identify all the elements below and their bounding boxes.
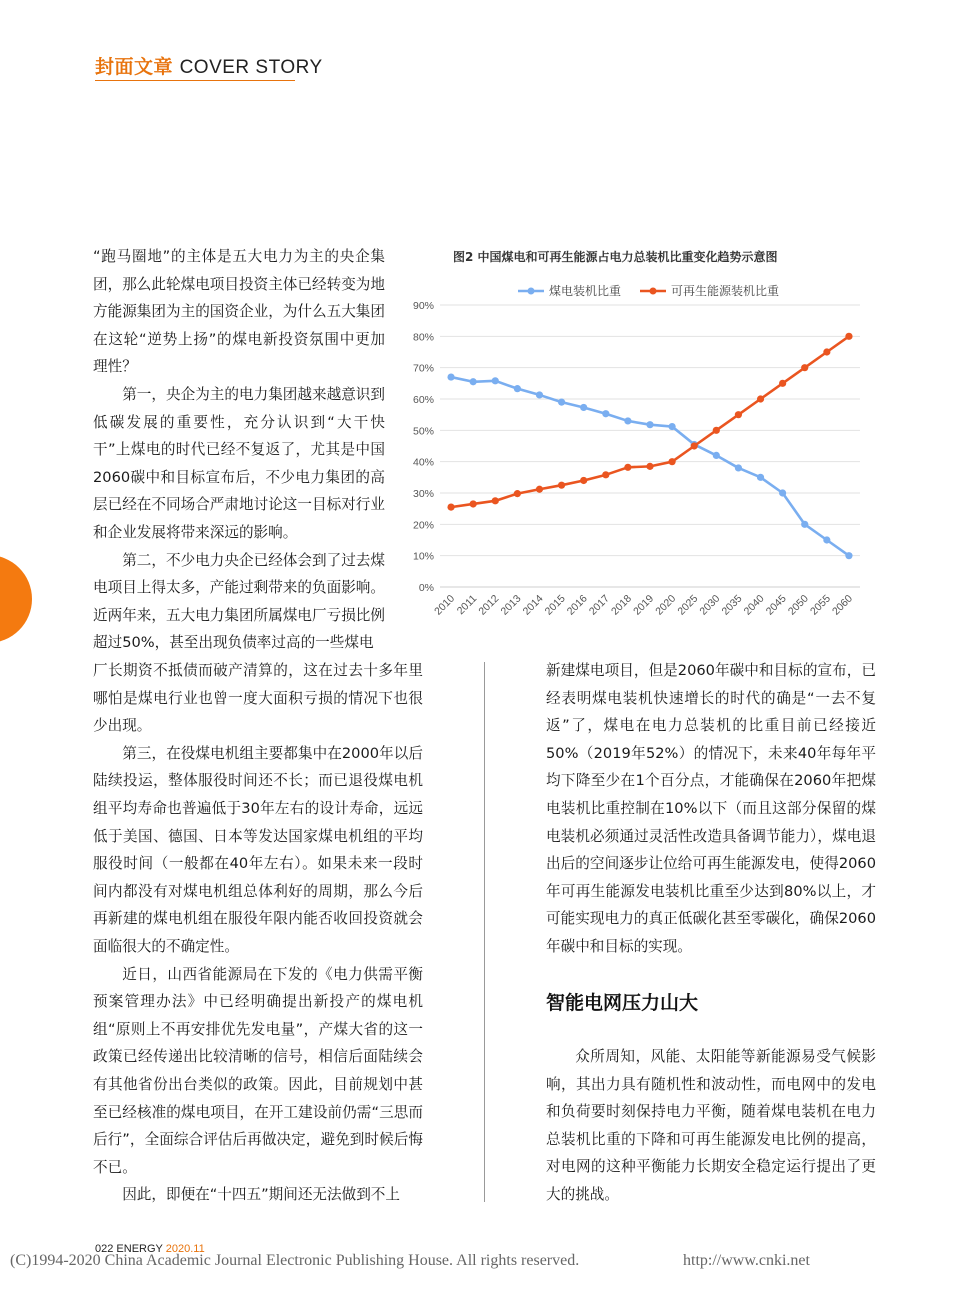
data-point xyxy=(779,489,786,496)
y-tick-label: 30% xyxy=(412,488,434,500)
x-tick-label: 2045 xyxy=(763,592,789,618)
data-point xyxy=(470,378,477,385)
x-tick-label: 2025 xyxy=(675,592,701,618)
y-tick-label: 0% xyxy=(418,582,434,594)
data-point xyxy=(580,477,587,484)
x-tick-label: 2012 xyxy=(476,592,502,618)
header-cn: 封面文章 xyxy=(95,56,174,78)
line-chart xyxy=(400,270,880,655)
data-point xyxy=(580,404,587,411)
x-tick-label: 2030 xyxy=(697,592,723,618)
paragraph: 厂长期资不抵债而破产清算的，这在过去十多年里哪怕是煤电行业也曾一度大面积亏损的情况下也很少出现。 xyxy=(93,662,423,735)
column-right-bottom xyxy=(546,1043,876,1209)
header-rule xyxy=(95,80,295,81)
legend-marker xyxy=(528,288,535,295)
data-point xyxy=(779,380,786,387)
data-point xyxy=(602,471,609,478)
data-point xyxy=(735,411,742,418)
data-point xyxy=(669,458,676,465)
x-tick-label: 2018 xyxy=(609,592,635,618)
copyright-notice: (C)1994-2020 China Academic Journal Electronic Publishing House. All rights reserved. xyxy=(10,1252,580,1269)
x-tick-label: 2016 xyxy=(564,592,590,618)
data-point xyxy=(536,486,543,493)
paragraph: 众所周知，风能、太阳能等新能源易受气候影响，其出力具有随机性和波动性，而电网中的发电和负荷要时刻保持电力平衡，随着煤电装机在电力总装机比重的下降和可再生能源发电比例的提高，对电网的这种平衡能力长期安全稳定运行提出了更大的挑战。 xyxy=(546,1048,876,1203)
x-tick-label: 2035 xyxy=(719,592,745,618)
column-divider xyxy=(484,662,485,1202)
legend-label: 可再生能源装机比重 xyxy=(671,284,780,298)
section-heading: 智能电网压力山大 xyxy=(546,992,699,1014)
x-tick-label: 2015 xyxy=(542,592,568,618)
x-tick-label: 2060 xyxy=(830,592,856,618)
data-point xyxy=(646,463,653,470)
y-tick-label: 20% xyxy=(412,519,434,532)
x-tick-label: 2020 xyxy=(653,592,679,618)
source-url: http://www.cnki.net xyxy=(683,1252,810,1269)
y-tick-label: 40% xyxy=(412,456,434,469)
data-point xyxy=(514,385,521,392)
issue-label: 2020.11 xyxy=(165,1243,205,1255)
data-point xyxy=(845,333,852,340)
column-left-top xyxy=(93,243,385,657)
paragraph: 第三，在役煤电机组主要都集中在2000年以后陆续投运，整体服役时间还不长；而已退役煤电机组平均寿命也普遍低于30年左右的设计寿命，远远低于美国、德国、日本等发达国家煤电机组的平均服役时间（一般都在40年左右）。如果未来一段时间内都没有对煤电机组总体利好的周期，那么今后再新建的煤电机组在服役年限内能否收回投资就会面临很大的不确定性。 xyxy=(93,744,423,955)
paragraph: 近日，山西省能源局在下发的《电力供需平衡预案管理办法》中已经明确提出新投产的煤电机组“原则上不再安排优先发电量”，产煤大省的这一政策已经传递出比较清晰的信号，相信后面陆续会有其他省份出台类似的政策。因此，目前规划中甚至已经核准的煤电项目，在开工建设前仍需“三思而后行”，全面综合评估后再做决定，避免到时候后悔不已。 xyxy=(93,965,423,1176)
data-point xyxy=(514,490,521,497)
x-tick-label: 2010 xyxy=(432,592,458,618)
paragraph: “跑马圈地”的主体是五大电力为主的央企集团，那么此轮煤电项目投资主体已经转变为地方能源集团为主的国资企业，为什么五大集团在这轮“逆势上扬”的煤电新投资氛围中更加理性？ xyxy=(93,248,385,376)
data-point xyxy=(845,552,852,559)
data-point xyxy=(801,521,808,528)
data-point xyxy=(492,377,499,384)
x-tick-label: 2055 xyxy=(807,592,833,618)
paragraph: 新建煤电项目，但是2060年碳中和目标的宣布，已经表明煤电装机快速增长的时代的确是“一去不复返”了，煤电在电力总装机的比重目前已经接近50%（2019年52%）的情况下，未来40年每年平均下降至少在1个百分点，才能确保在2060年把煤电装机比重控制在10%以下（而且这部分保留的煤电装机必须通过灵活性改造具备调节能力），煤电退出后的空间逐步让位给可再生能源发电，使得2060年可再生能源发电装机比重至少达到80%以上，才可能实现电力的真正低碳化甚至零碳化，确保2060年碳中和目标的实现。 xyxy=(546,662,876,955)
data-point xyxy=(713,427,720,434)
magazine-name: ENERGY xyxy=(116,1243,163,1255)
data-point xyxy=(691,442,698,449)
chart-title: 图2 中国煤电和可再生能源占电力总装机比重变化趋势示意图 xyxy=(453,250,778,264)
data-point xyxy=(536,391,543,398)
y-tick-label: 60% xyxy=(412,394,434,406)
x-tick-label: 2050 xyxy=(785,592,811,618)
data-point xyxy=(447,504,454,511)
data-point xyxy=(624,417,631,424)
x-tick-label: 2019 xyxy=(631,592,657,618)
data-point xyxy=(757,395,764,402)
data-point xyxy=(558,399,565,406)
data-point xyxy=(470,500,477,507)
y-tick-label: 70% xyxy=(412,362,434,375)
data-point xyxy=(669,423,676,430)
x-tick-label: 2011 xyxy=(454,592,480,618)
data-point xyxy=(602,410,609,417)
paragraph: 第二，不少电力央企已经体会到了过去煤电项目上得太多，产能过剩带来的负面影响。近两年来，五大电力集团所属煤电厂亏损比例超过50%，甚至出现负债率过高的一些煤电 xyxy=(93,551,385,652)
data-point xyxy=(823,348,830,355)
data-point xyxy=(447,373,454,380)
y-tick-label: 90% xyxy=(412,300,434,312)
header-en: COVER STORY xyxy=(179,57,323,78)
y-tick-label: 80% xyxy=(412,331,434,344)
data-point xyxy=(801,364,808,371)
data-point xyxy=(558,482,565,489)
data-point xyxy=(735,464,742,471)
section-header xyxy=(95,52,323,79)
x-tick-label: 2013 xyxy=(498,592,524,618)
data-point xyxy=(823,536,830,543)
x-tick-label: 2017 xyxy=(586,592,612,618)
data-point xyxy=(713,452,720,459)
x-tick-label: 2014 xyxy=(520,592,546,618)
legend-label: 煤电装机比重 xyxy=(549,284,622,298)
column-left-bottom xyxy=(93,657,423,1209)
data-point xyxy=(624,464,631,471)
paragraph: 第一，央企为主的电力集团越来越意识到低碳发展的重要性，充分认识到“大干快干”上煤电的时代已经不复返了，尤其是中国2060碳中和目标宣布后，不少电力集团的高层已经在不同场合严肃地讨论这一目标对行业和企业发展将带来深远的影响。 xyxy=(93,385,385,541)
legend-marker xyxy=(650,288,657,295)
column-right-top xyxy=(546,657,876,961)
y-tick-label: 10% xyxy=(412,550,434,563)
data-point xyxy=(492,497,499,504)
paragraph: 因此，即便在“十四五”期间还无法做到不上 xyxy=(122,1186,400,1204)
x-tick-label: 2040 xyxy=(741,592,767,618)
page-edge-tab xyxy=(0,555,32,643)
data-point xyxy=(757,474,764,481)
data-point xyxy=(646,421,653,428)
page-no: 022 xyxy=(95,1243,114,1255)
y-tick-label: 50% xyxy=(412,425,434,438)
